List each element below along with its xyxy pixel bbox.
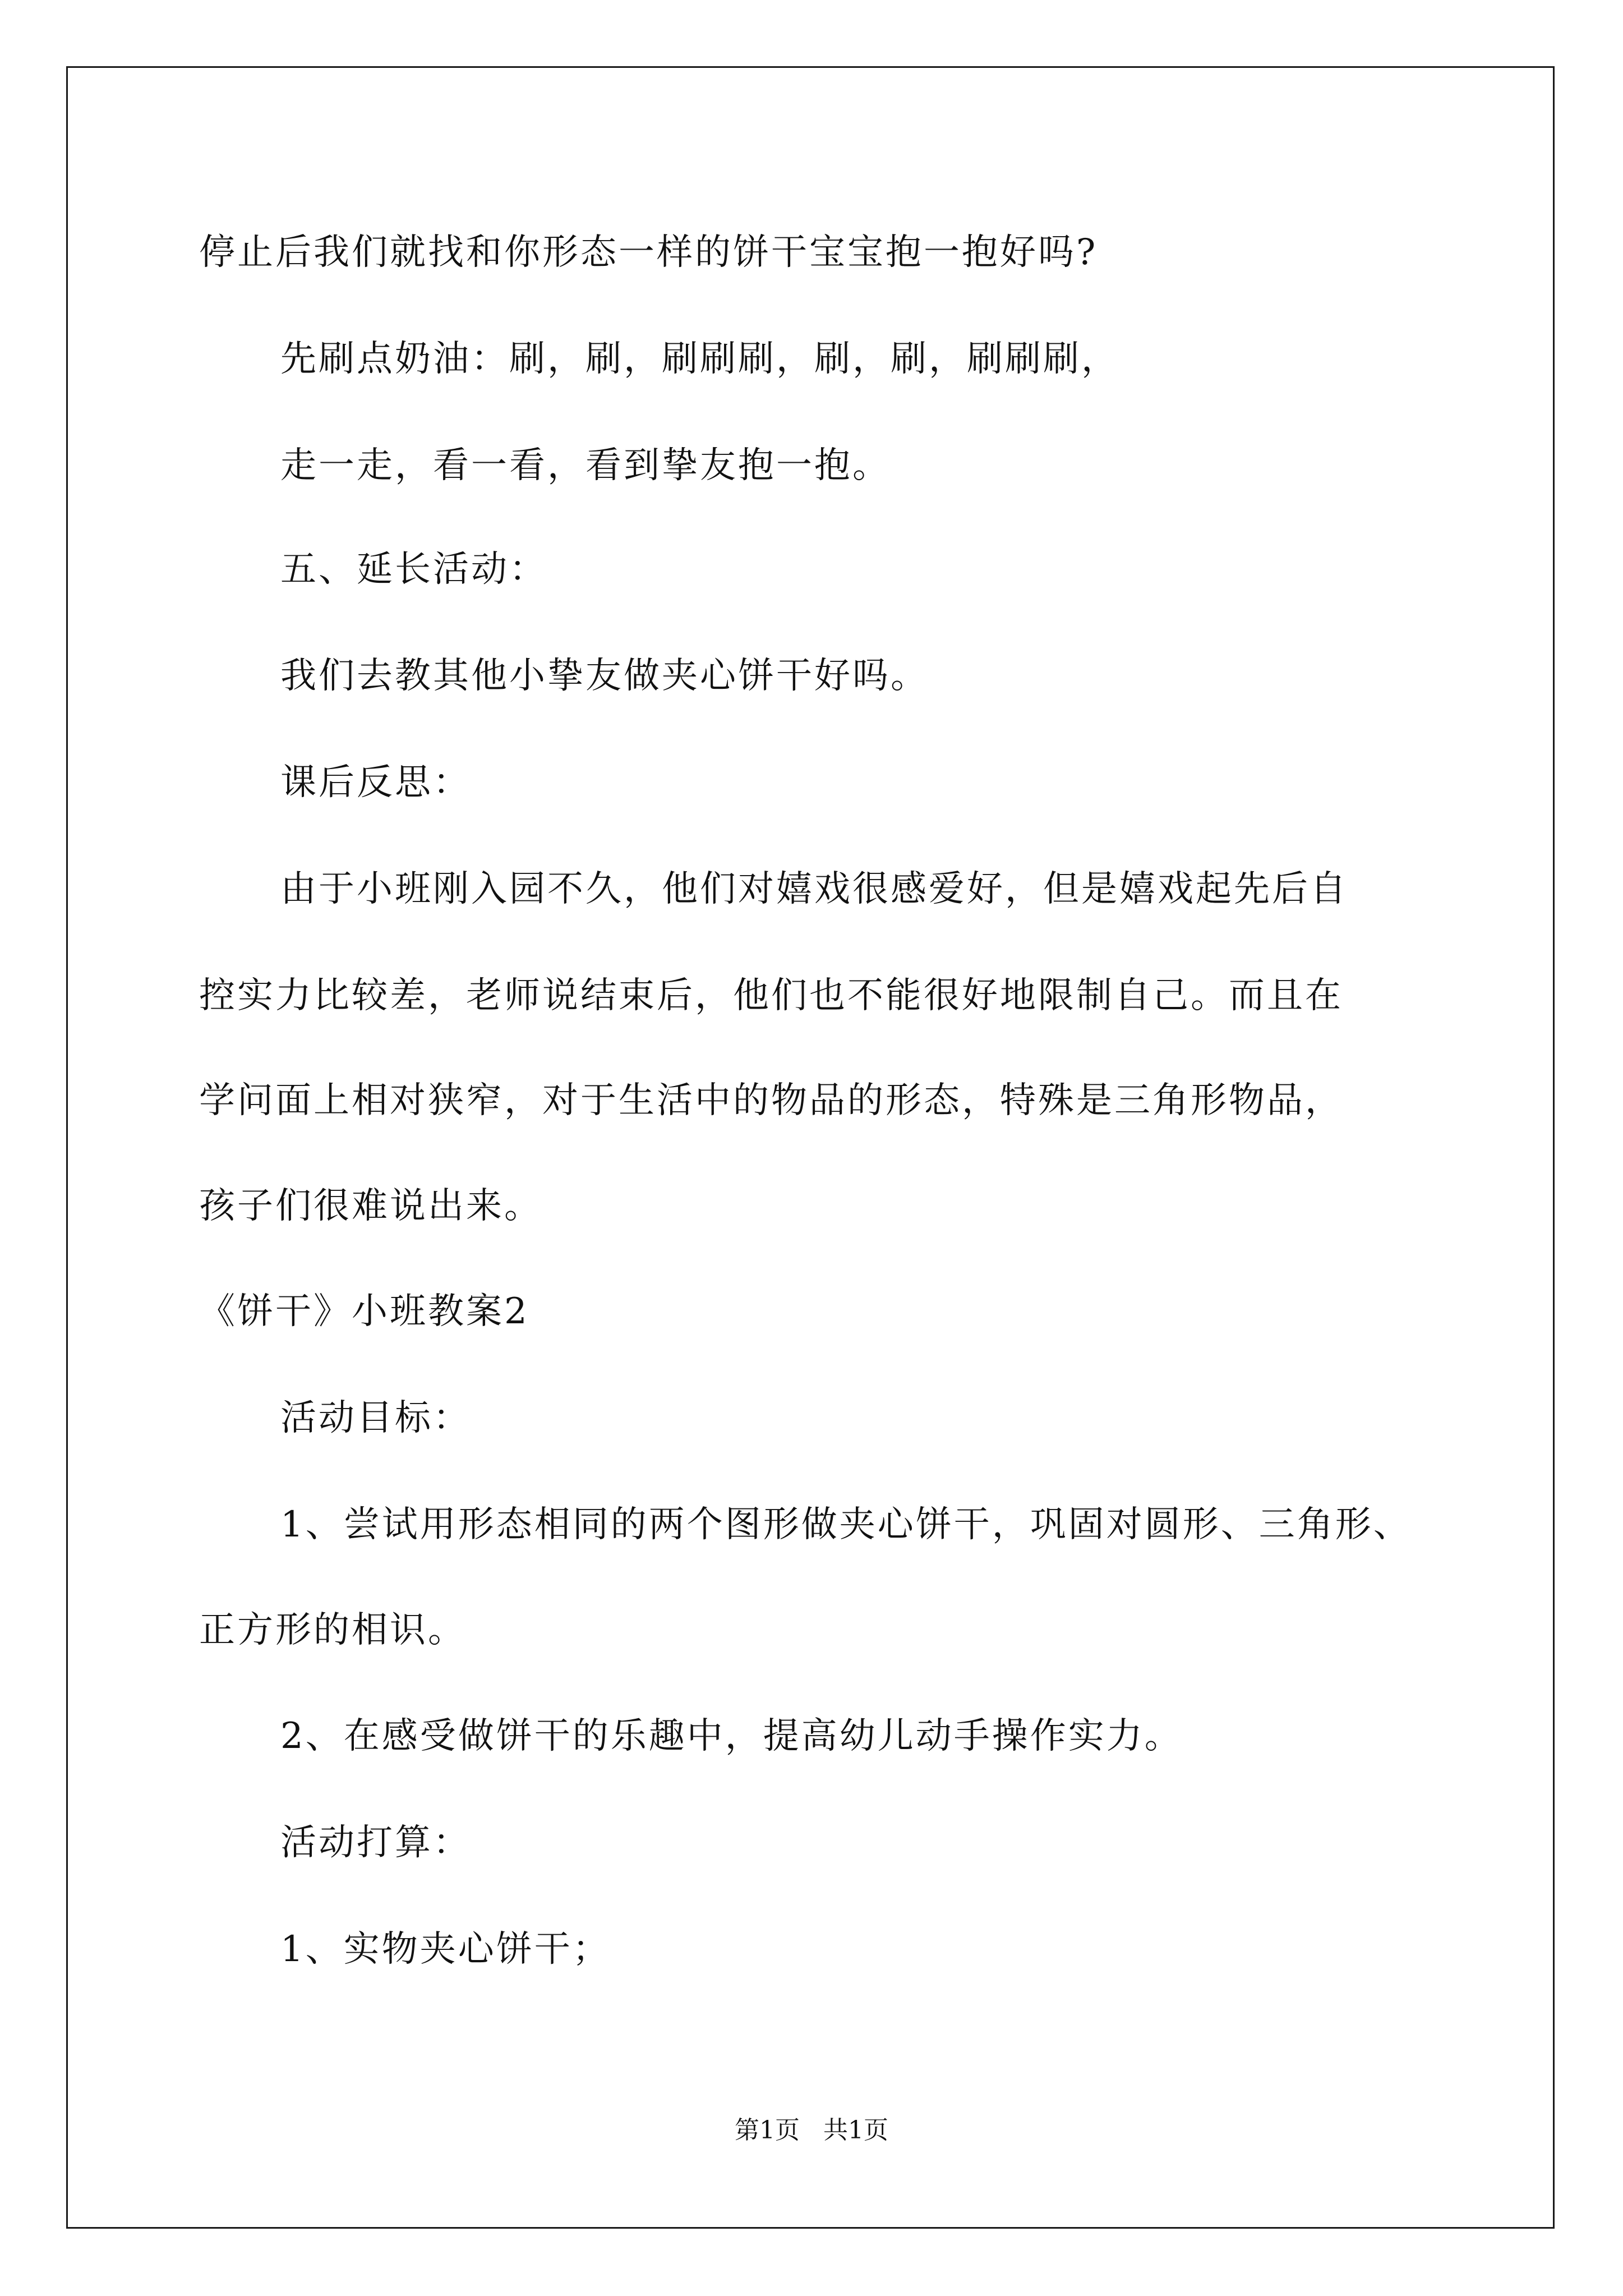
text-line-15: 2、在感受做饼干的乐趣中，提高幼儿动手操作实力。 bbox=[280, 1715, 1183, 1757]
lesson-title: 《饼干》小班教案2 bbox=[199, 1291, 529, 1332]
section-heading-extension: 五、延长活动： bbox=[280, 549, 547, 590]
text-line-5: 我们去教其他小挚友做夹心饼干好吗。 bbox=[280, 655, 929, 697]
text-line-17: 1、实物夹心饼干； bbox=[280, 1929, 611, 1970]
page-border bbox=[66, 66, 1555, 2229]
section-heading-preparation: 活动打算： bbox=[280, 1822, 471, 1864]
text-line-13: 1、尝试用形态相同的两个图形做夹心饼干，巩固对圆形、三角形、 bbox=[280, 1504, 1412, 1545]
text-line-1: 停止后我们就找和你形态一样的饼干宝宝抱一抱好吗? bbox=[199, 232, 1098, 273]
text-line-7: 由于小班刚入园不久，他们对嬉戏很感爱好，但是嬉戏起先后自 bbox=[280, 868, 1348, 910]
text-line-8: 控实力比较差，老师说结束后，他们也不能很好地限制自己。而且在 bbox=[199, 975, 1343, 1016]
page-footer: 第1页 共1页 bbox=[735, 2116, 888, 2145]
section-heading-goals: 活动目标： bbox=[280, 1397, 471, 1439]
text-line-3: 走一走，看一看，看到挚友抱一抱。 bbox=[280, 445, 891, 486]
text-line-10: 孩子们很难说出来。 bbox=[199, 1185, 542, 1227]
text-line-2: 先刷点奶油：刷，刷，刷刷刷，刷，刷，刷刷刷， bbox=[280, 338, 1119, 380]
text-line-9: 学问面上相对狭窄，对于生活中的物品的形态，特殊是三角形物品， bbox=[199, 1080, 1343, 1121]
section-heading-reflection: 课后反思： bbox=[280, 762, 471, 803]
text-line-14: 正方形的相识。 bbox=[199, 1609, 466, 1651]
